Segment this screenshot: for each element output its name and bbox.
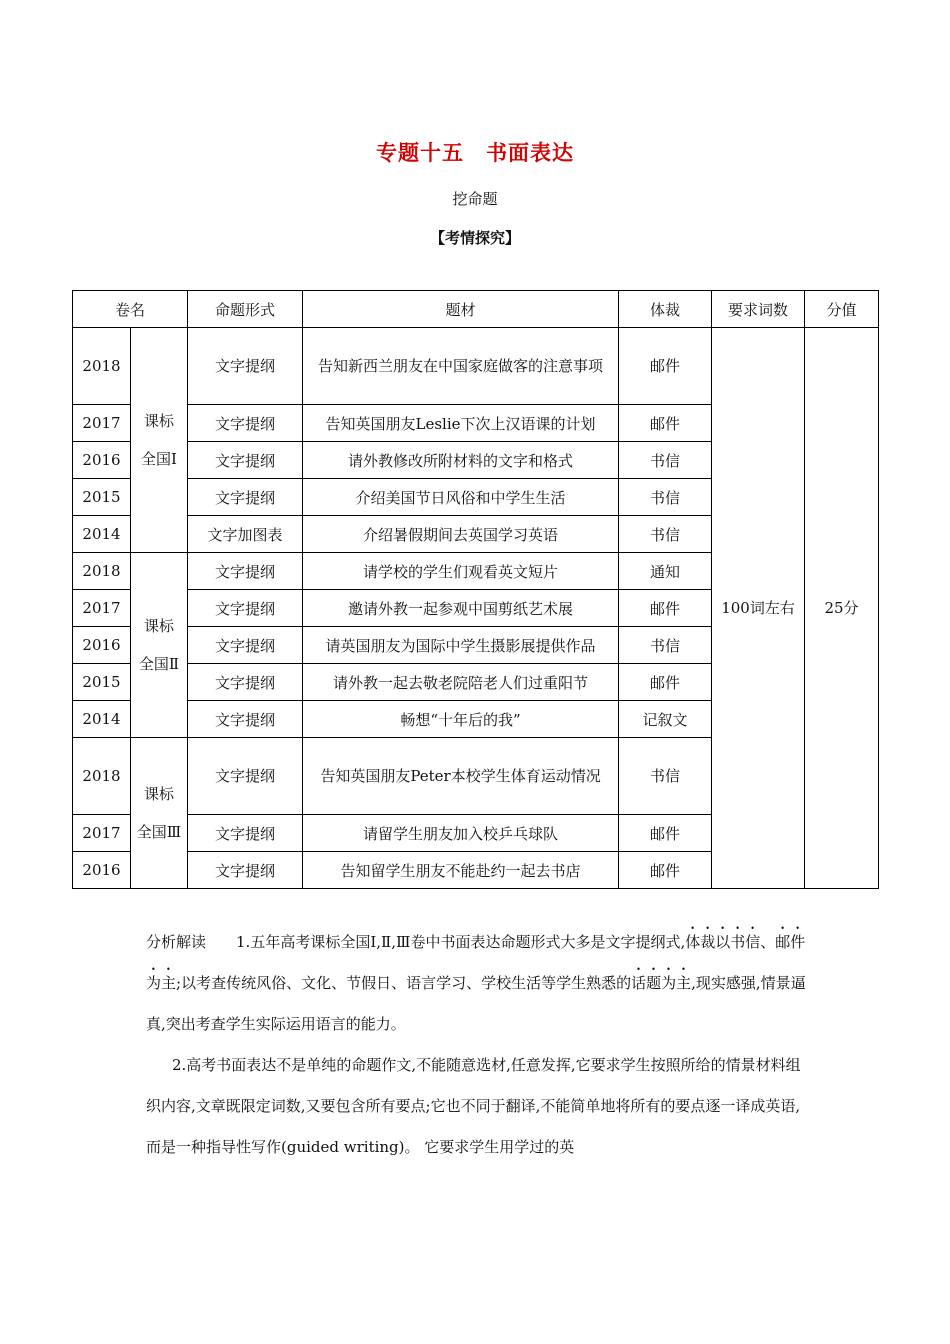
analysis-text-b: ;以考查传统风俗、文化、节假日、语言学习、学校生活等学生熟悉的 bbox=[176, 974, 632, 992]
year-cell: 2017 bbox=[73, 405, 131, 442]
topic-cell: 介绍暑假期间去英国学习英语 bbox=[303, 516, 619, 553]
topic-cell: 畅想“十年后的我” bbox=[303, 701, 619, 738]
genre-cell: 记叙文 bbox=[619, 701, 712, 738]
analysis-paragraph-2: 2.高考书面表达不是单纯的命题作文,不能随意选材,任意发挥,它要求学生按照所给的情景材料组织内容,文章既限定词数,又要包含所有要点;它也不同于翻译,不能简单地将所有的要点逐一译成英语,而是一种指导性写作(guided writing)。 它要求学生用学过的英 bbox=[146, 1056, 801, 1156]
year-cell: 2016 bbox=[73, 852, 131, 889]
analysis-emphasis-1: 体裁以书信、邮件为主 bbox=[146, 933, 806, 992]
year-cell: 2014 bbox=[73, 701, 131, 738]
genre-cell: 邮件 bbox=[619, 664, 712, 701]
genre-cell: 邮件 bbox=[619, 590, 712, 627]
year-cell: 2015 bbox=[73, 664, 131, 701]
page-subtitle: 挖命题 bbox=[452, 190, 498, 208]
form-cell: 文字提纲 bbox=[188, 553, 303, 590]
topic-cell: 请外教修改所附材料的文字和格式 bbox=[303, 442, 619, 479]
form-cell: 文字提纲 bbox=[188, 664, 303, 701]
paper-cell bbox=[131, 553, 188, 738]
paper-cell bbox=[131, 738, 188, 889]
topic-cell: 介绍美国节日风俗和中学生生活 bbox=[303, 479, 619, 516]
year-cell: 2018 bbox=[73, 328, 131, 405]
year-cell: 2018 bbox=[73, 553, 131, 590]
form-cell: 文字提纲 bbox=[188, 738, 303, 815]
header-paper: 卷名 bbox=[73, 291, 188, 328]
year-cell: 2016 bbox=[73, 627, 131, 664]
genre-cell: 书信 bbox=[619, 738, 712, 815]
year-cell: 2017 bbox=[73, 815, 131, 852]
paper-label-line2: 全国Ⅲ bbox=[136, 823, 182, 841]
genre-cell: 邮件 bbox=[619, 405, 712, 442]
analysis-label: 分析解读 bbox=[146, 933, 207, 951]
form-cell: 文字加图表 bbox=[188, 516, 303, 553]
header-topic: 题材 bbox=[303, 291, 619, 328]
page-title: 专题十五 书面表达 bbox=[376, 140, 574, 165]
paper-label-line1: 课标 bbox=[144, 412, 175, 430]
exam-analysis-table bbox=[72, 290, 879, 889]
header-score: 分值 bbox=[805, 291, 879, 328]
form-cell: 文字提纲 bbox=[188, 405, 303, 442]
year-cell: 2016 bbox=[73, 442, 131, 479]
paper-label-line2: 全国Ⅱ bbox=[138, 655, 180, 673]
year-cell: 2015 bbox=[73, 479, 131, 516]
form-cell: 文字提纲 bbox=[188, 442, 303, 479]
section-heading: 【考情探究】 bbox=[429, 229, 520, 247]
genre-cell: 邮件 bbox=[619, 852, 712, 889]
topic-cell: 请学校的学生们观看英文短片 bbox=[303, 553, 619, 590]
analysis-text-a: 1.五年高考课标全国Ⅰ,Ⅱ,Ⅲ卷中书面表达命题形式大多是文字提纲式, bbox=[236, 933, 686, 951]
genre-cell: 书信 bbox=[619, 442, 712, 479]
word-count-cell: 100词左右 bbox=[712, 328, 805, 889]
analysis-text-c: ,现实感强,情景逼真,突出考查学生实际运用语言的能力。 bbox=[146, 974, 806, 1033]
genre-cell: 邮件 bbox=[619, 328, 712, 405]
topic-cell: 请外教一起去敬老院陪老人们过重阳节 bbox=[303, 664, 619, 701]
topic-cell: 告知英国朋友Leslie下次上汉语课的计划 bbox=[303, 405, 619, 442]
header-genre: 体裁 bbox=[619, 291, 712, 328]
form-cell: 文字提纲 bbox=[188, 627, 303, 664]
topic-cell: 请留学生朋友加入校乒乓球队 bbox=[303, 815, 619, 852]
genre-cell: 邮件 bbox=[619, 815, 712, 852]
paper-label-line1: 课标 bbox=[144, 785, 175, 803]
genre-cell: 书信 bbox=[619, 516, 712, 553]
topic-cell: 告知新西兰朋友在中国家庭做客的注意事项 bbox=[303, 328, 619, 405]
year-cell: 2014 bbox=[73, 516, 131, 553]
genre-cell: 书信 bbox=[619, 627, 712, 664]
form-cell: 文字提纲 bbox=[188, 701, 303, 738]
topic-cell: 告知留学生朋友不能赴约一起去书店 bbox=[303, 852, 619, 889]
paper-label-line1: 课标 bbox=[144, 617, 175, 635]
header-form: 命题形式 bbox=[188, 291, 303, 328]
topic-cell: 邀请外教一起参观中国剪纸艺术展 bbox=[303, 590, 619, 627]
analysis-paragraph-1 bbox=[146, 922, 806, 1045]
form-cell: 文字提纲 bbox=[188, 815, 303, 852]
form-cell: 文字提纲 bbox=[188, 852, 303, 889]
form-cell: 文字提纲 bbox=[188, 328, 303, 405]
paper-label-line2: 全国Ⅰ bbox=[141, 450, 177, 468]
header-word-count: 要求词数 bbox=[712, 291, 805, 328]
form-cell: 文字提纲 bbox=[188, 590, 303, 627]
analysis-emphasis-2: 话题为主 bbox=[631, 974, 692, 992]
year-cell: 2018 bbox=[73, 738, 131, 815]
score-cell: 25分 bbox=[805, 328, 879, 889]
genre-cell: 书信 bbox=[619, 479, 712, 516]
year-cell: 2017 bbox=[73, 590, 131, 627]
topic-cell: 请英国朋友为国际中学生摄影展提供作品 bbox=[303, 627, 619, 664]
genre-cell: 通知 bbox=[619, 553, 712, 590]
table-header-row bbox=[73, 291, 879, 328]
form-cell: 文字提纲 bbox=[188, 479, 303, 516]
topic-cell: 告知英国朋友Peter本校学生体育运动情况 bbox=[303, 738, 619, 815]
paper-cell bbox=[131, 328, 188, 553]
table-row bbox=[73, 328, 879, 405]
